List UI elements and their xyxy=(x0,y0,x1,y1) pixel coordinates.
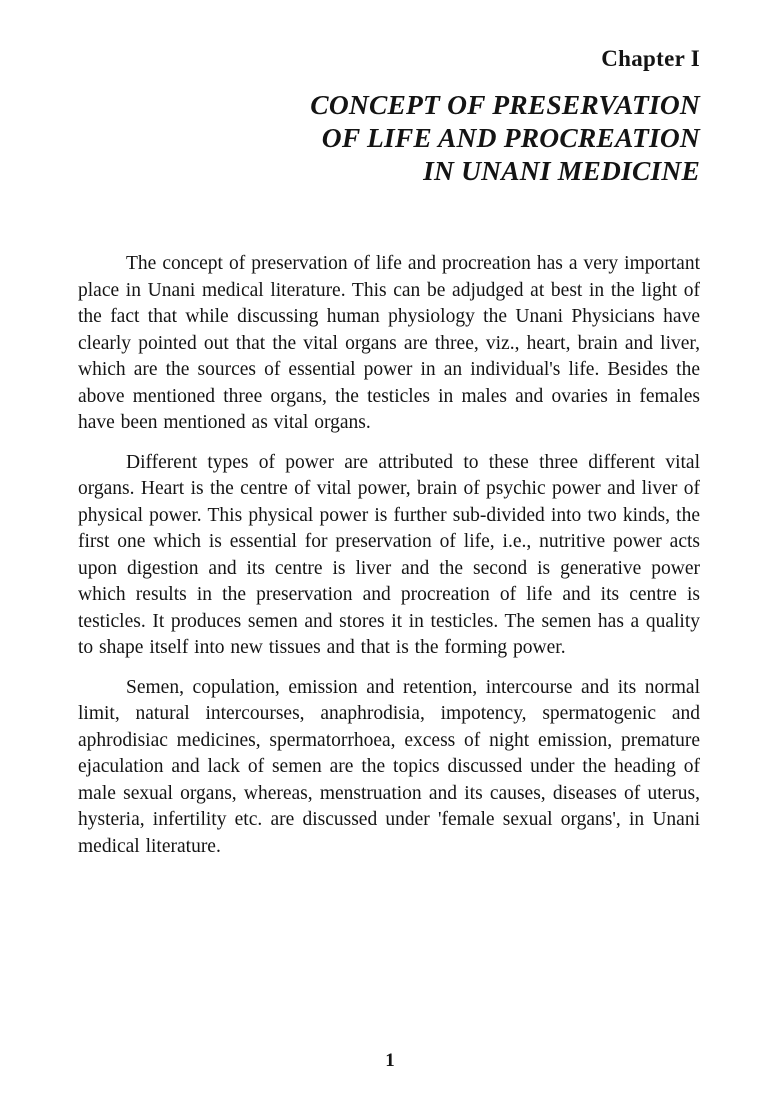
chapter-title xyxy=(78,88,700,187)
title-line-2: OF LIFE AND PROCREATION xyxy=(321,122,700,153)
title-line-3: IN UNANI MEDICINE xyxy=(423,155,700,186)
page-number: 1 xyxy=(385,1050,395,1071)
paragraph-1: The concept of preservation of life and procreation has a very important place in Unani medical literature. This can be adjudged at best in the light of the fact that while discussing human physiology the Unani Physicians have clearly pointed out that the vital organs are three, viz., heart, brain and liver, which are the sources of essential power in an individual's life. Besides the above mentioned three organs, the testicles in males and ovaries in females have been mentioned as vital organs. xyxy=(78,253,700,433)
paragraph-3: Semen, copulation, emission and retention, intercourse and its normal limit, natural intercourses, anaphrodisia, impotency, spermatogenic and aphrodisiac medicines, spermatorrhoea, excess of night emission, premature ejaculation and lack of semen are the topics discussed under the heading of male sexual organs, whereas, menstruation and its causes, diseases of uterus, hysteria, infertility etc. are discussed under 'female sexual organs', in Unani medical literature. xyxy=(78,676,700,857)
chapter-label: Chapter I xyxy=(601,46,700,71)
paragraph-2: Different types of power are attributed to these three different vital organs. Heart is the centre of vital power, brain of psychic power and liver of physical power. This physical power is further sub-divided into two kinds, the first one which is essential for preservation of life, i.e., nutritive power acts upon digestion and its centre is liver and the second is generative power which results in the preservation and procreation of life and its centre is testicles. It produces semen and stores it in testicles. The semen has a quality to shape itself into new tissues and that is the forming power. xyxy=(78,451,700,658)
body-text xyxy=(78,251,700,860)
title-line-1: CONCEPT OF PRESERVATION xyxy=(310,89,700,120)
